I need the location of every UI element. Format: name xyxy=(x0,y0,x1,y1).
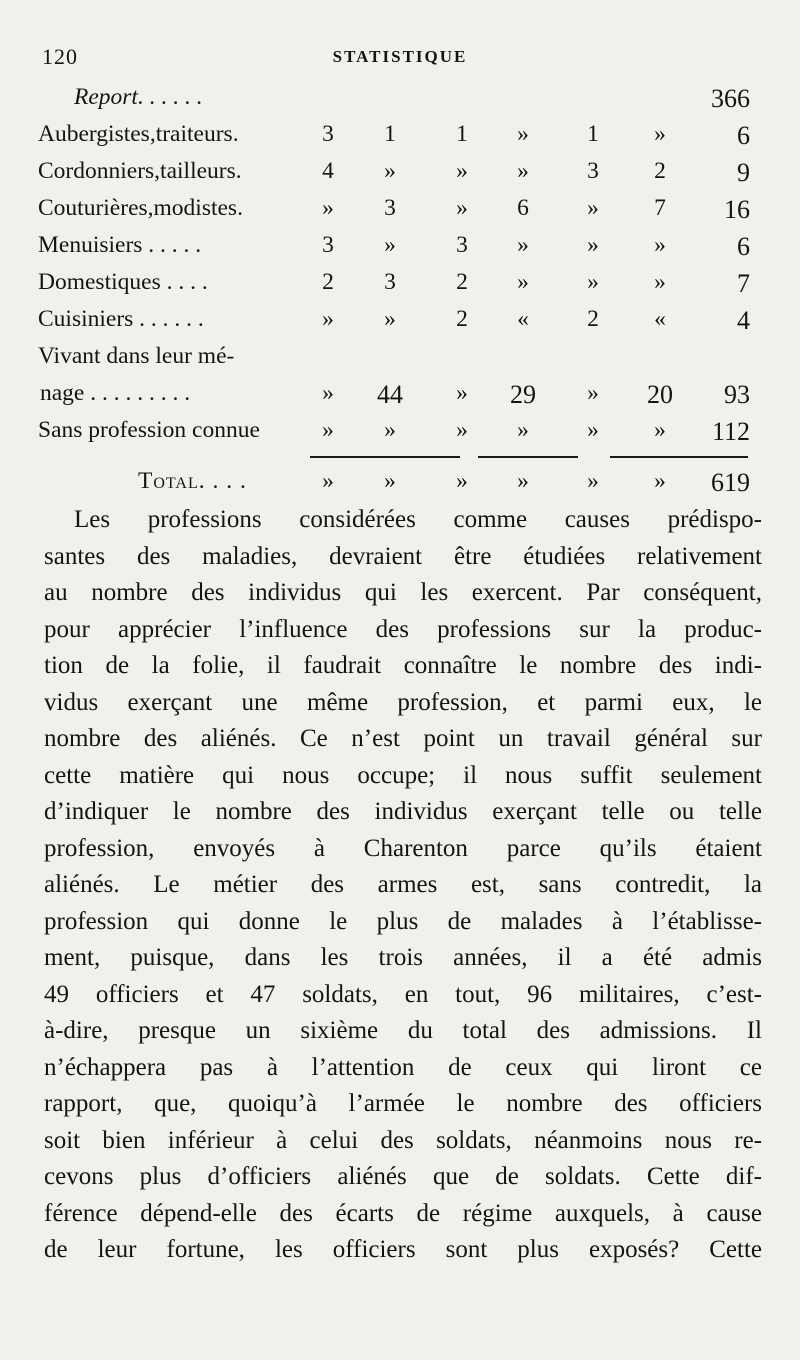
text-line: de leur fortune, les officiers sont plus exposés? Cette xyxy=(44,1236,762,1263)
table-cell: 2 xyxy=(456,306,468,332)
table-cell: » xyxy=(654,417,666,443)
table-cell: » xyxy=(456,417,468,443)
table-cell: » xyxy=(587,417,599,443)
table-row xyxy=(38,117,748,154)
row-label: Total. . . . xyxy=(138,468,247,494)
table-cell: 20 xyxy=(647,380,673,409)
text-line: tion de la folie, il faudrait connaître le nombre des indi- xyxy=(44,652,762,679)
running-title: STATISTIQUE xyxy=(332,47,468,66)
table-cell: » xyxy=(587,380,599,406)
text-line: d’indiquer le nombre des individus exerçant telle ou telle xyxy=(44,798,762,825)
text-line: au nombre des individus qui les exercent. Par conséquent, xyxy=(44,579,762,606)
text-line: Les professions considérées comme causes prédispo- xyxy=(74,506,762,533)
table-cell: » xyxy=(384,468,396,494)
body-paragraph xyxy=(44,502,762,1269)
table-cell: 3 xyxy=(322,232,334,258)
table-row xyxy=(38,265,748,302)
table-cell: 4 xyxy=(322,158,334,184)
table-cell: » xyxy=(384,417,396,443)
table-cell: 2 xyxy=(456,269,468,295)
table-cell: » xyxy=(654,121,666,147)
table-cell: » xyxy=(384,232,396,258)
table-cell: » xyxy=(654,269,666,295)
table-row xyxy=(38,80,748,117)
table-rules xyxy=(38,450,748,464)
sum-rule xyxy=(610,456,748,458)
table-cell: » xyxy=(322,195,334,221)
row-total-cell: 93 xyxy=(724,380,750,409)
table-cell: » xyxy=(322,306,334,332)
table-cell: 7 xyxy=(654,195,666,221)
table-cell: » xyxy=(322,468,334,494)
text-line: 49 officiers et 47 soldats, en tout, 96 militaires, c’est- xyxy=(44,980,762,1008)
table-cell: 2 xyxy=(322,269,334,295)
row-total-cell: 7 xyxy=(737,269,750,298)
row-total-cell: 4 xyxy=(737,306,750,335)
text-line: n’échappera pas à l’attention de ceux qui liront ce xyxy=(44,1053,762,1081)
row-label: Couturières,modistes. xyxy=(38,195,243,221)
table-cell: 29 xyxy=(510,380,536,409)
row-label: Aubergistes,traiteurs. xyxy=(38,121,239,147)
table-cell: » xyxy=(517,232,529,258)
row-total-cell: 366 xyxy=(711,84,750,113)
text-line: santes des maladies, devraient être étudiées relativement xyxy=(44,542,762,570)
table-cell: 44 xyxy=(377,380,403,409)
table-cell: » xyxy=(517,121,529,147)
row-total-cell: 6 xyxy=(737,121,750,150)
table-row xyxy=(38,339,748,376)
page-number: 120 xyxy=(42,44,78,69)
table-cell: » xyxy=(587,195,599,221)
table-row xyxy=(38,228,748,265)
text-line: pour apprécier l’influence des professions sur la produc- xyxy=(44,615,762,643)
running-head xyxy=(38,44,762,80)
row-label: Report. . . . . . xyxy=(74,84,203,110)
row-total-cell: 9 xyxy=(737,158,750,187)
text-line: à-dire, presque un sixième du total des admissions. Il xyxy=(44,1017,762,1044)
table-cell: 1 xyxy=(384,121,396,147)
table-cell: » xyxy=(384,158,396,184)
text-line: nombre des aliénés. Ce n’est point un travail général sur xyxy=(44,725,762,752)
table-cell: » xyxy=(456,158,468,184)
row-label: Menuisiers . . . . . xyxy=(38,232,202,258)
text-line: soit bien inférieur à celui des soldats, néanmoins nous re- xyxy=(44,1126,762,1154)
table-cell: » xyxy=(456,468,468,494)
text-line: vidus exerçant une même profession, et parmi eux, le xyxy=(44,688,762,716)
table-cell: « xyxy=(517,306,529,332)
table-row xyxy=(38,376,748,413)
row-label: Cordonniers,tailleurs. xyxy=(38,158,242,184)
row-label: nage . . . . . . . . . xyxy=(40,380,191,406)
text-line: ment, puisque, dans les trois années, il a été admis xyxy=(44,944,762,971)
table-cell: 1 xyxy=(456,121,468,147)
table-cell: 1 xyxy=(587,121,599,147)
text-line: aliénés. Le métier des armes est, sans contredit, la xyxy=(44,871,762,898)
table-row xyxy=(38,191,748,228)
text-line: rapport, que, quoiqu’à l’armée le nombre des officiers xyxy=(44,1090,762,1117)
row-total-cell: 6 xyxy=(737,232,750,261)
table-row xyxy=(38,413,748,450)
table-cell: 6 xyxy=(517,195,529,221)
row-total-cell: 112 xyxy=(711,417,750,446)
table-cell: » xyxy=(384,306,396,332)
text-line: profession, envoyés à Charenton parce qu’ils étaient xyxy=(44,834,762,862)
table-cell: 2 xyxy=(587,306,599,332)
statistics-table xyxy=(38,80,748,508)
table-cell: 2 xyxy=(654,158,666,184)
table-cell: » xyxy=(456,195,468,221)
row-label: Sans profession connue xyxy=(38,417,260,443)
table-cell: » xyxy=(587,232,599,258)
sum-rule xyxy=(310,456,460,458)
text-line: profession qui donne le plus de malades à l’établisse- xyxy=(44,907,762,935)
table-cell: » xyxy=(322,380,334,406)
table-row xyxy=(38,302,748,339)
table-cell: « xyxy=(654,306,666,332)
table-row xyxy=(38,154,748,191)
row-label: Vivant dans leur mé- xyxy=(38,343,235,369)
table-cell: 3 xyxy=(384,195,396,221)
text-line: cette matière qui nous occupe; il nous suffit seulement xyxy=(44,761,762,789)
table-cell: 3 xyxy=(456,232,468,258)
table-cell: 3 xyxy=(322,121,334,147)
text-line: férence dépend-elle des écarts de régime auxquels, à cause xyxy=(44,1199,762,1227)
table-cell: » xyxy=(322,417,334,443)
table-cell: » xyxy=(654,232,666,258)
table-cell: » xyxy=(517,158,529,184)
row-label: Domestiques . . . . xyxy=(38,269,208,295)
table-cell: » xyxy=(456,380,468,406)
table-cell: » xyxy=(517,269,529,295)
table-cell: » xyxy=(517,417,529,443)
table-cell: » xyxy=(587,468,599,494)
sum-rule xyxy=(478,456,578,458)
row-total-cell: 619 xyxy=(711,468,750,497)
row-total-cell: 16 xyxy=(724,195,750,224)
row-label: Cuisiniers . . . . . . xyxy=(38,306,204,332)
text-line: cevons plus d’officiers aliénés que de soldats. Cette dif- xyxy=(44,1163,762,1190)
table-cell: » xyxy=(587,269,599,295)
table-cell: 3 xyxy=(587,158,599,184)
table-cell: 3 xyxy=(384,269,396,295)
table-cell: » xyxy=(517,468,529,494)
table-cell: » xyxy=(654,468,666,494)
